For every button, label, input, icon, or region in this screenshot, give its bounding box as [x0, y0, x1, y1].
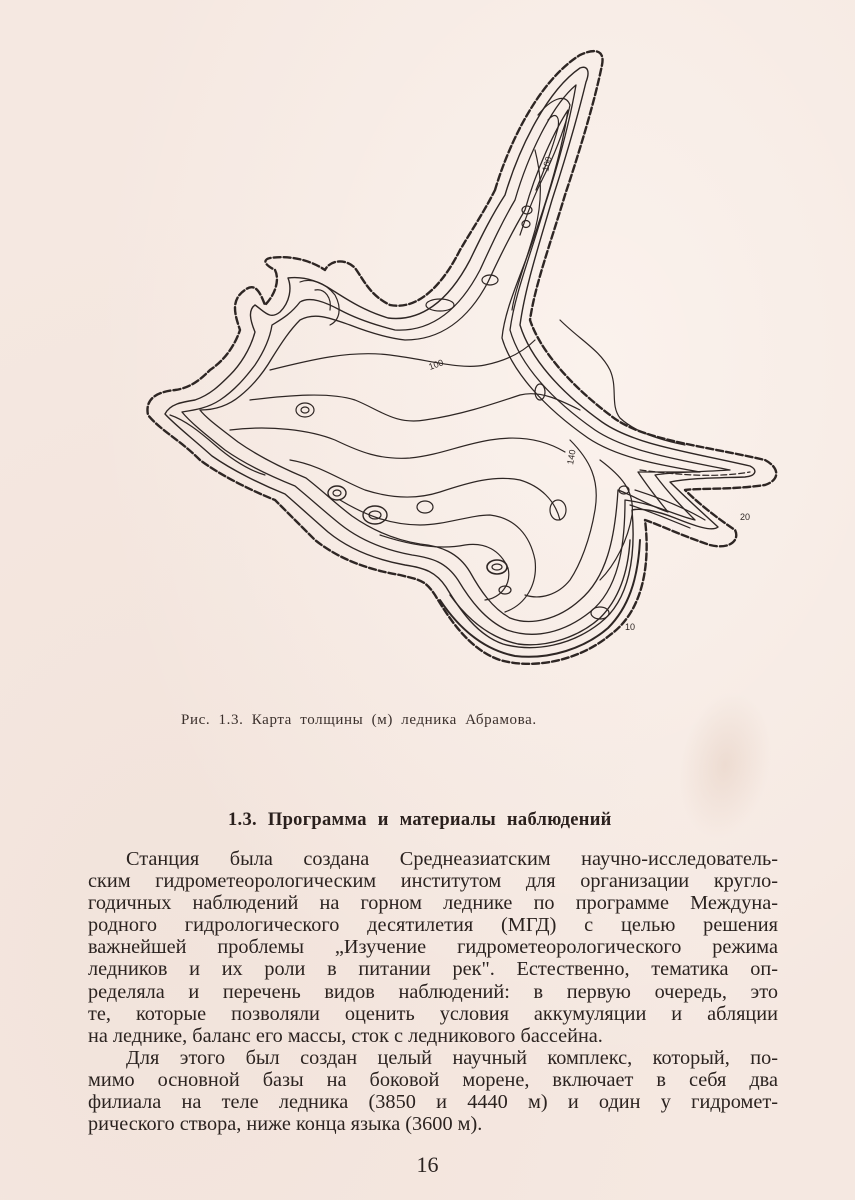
contour-map-graphic	[140, 20, 790, 690]
figure-caption: Рис. 1.3. Карта толщины (м) ледника Абрамова.	[181, 712, 537, 728]
glacier-thickness-map	[140, 20, 790, 690]
text-line: важнейшей проблемы „Изучение гидрометеорологического режима	[88, 936, 778, 959]
page-number: 16	[416, 1152, 439, 1177]
text-line: на леднике, баланс его массы, сток с ледникового бассейна.	[88, 1024, 603, 1047]
text-line: ским гидрометеорологическим институтом для организации кругло-	[88, 870, 778, 893]
text-line: те, которые позволяли оценить условия аккумуляции и абляции	[88, 1002, 778, 1025]
text-line: ределяла и перечень видов наблюдений: в первую очередь, это	[88, 980, 778, 1003]
text-line: Станция была создана Среднеазиатским научно-исследователь-	[126, 848, 778, 870]
text-line: ледников и их роли в питании рек". Естественно, тематика оп-	[88, 958, 778, 981]
contour-label: 140	[565, 448, 578, 466]
section-heading: 1.3. Программа и материалы наблюдений	[228, 810, 612, 830]
text-line: филиала на теле ледника (3850 и 4440 м) и один у гидромет-	[88, 1091, 778, 1114]
section-body	[88, 848, 778, 1135]
paper-stain	[668, 683, 783, 846]
text-line: рического створа, ниже конца языка (3600 м).	[88, 1113, 483, 1136]
text-line: родного гидрологического десятилетия (МГД) с целью решения	[88, 914, 778, 937]
text-line: Для этого был создан целый научный комплекс, который, по-	[126, 1046, 778, 1069]
contour-label: 20	[740, 512, 751, 522]
text-line: мимо основной базы на боковой морене, включает в себя два	[88, 1068, 778, 1091]
contour-label: 10	[625, 622, 636, 632]
glacier-outline	[147, 51, 776, 664]
text-line: годичных наблюдений на горном леднике по программе Междуна-	[88, 892, 778, 915]
contour-label: 100	[540, 155, 554, 173]
contour-label: 100	[427, 357, 445, 372]
